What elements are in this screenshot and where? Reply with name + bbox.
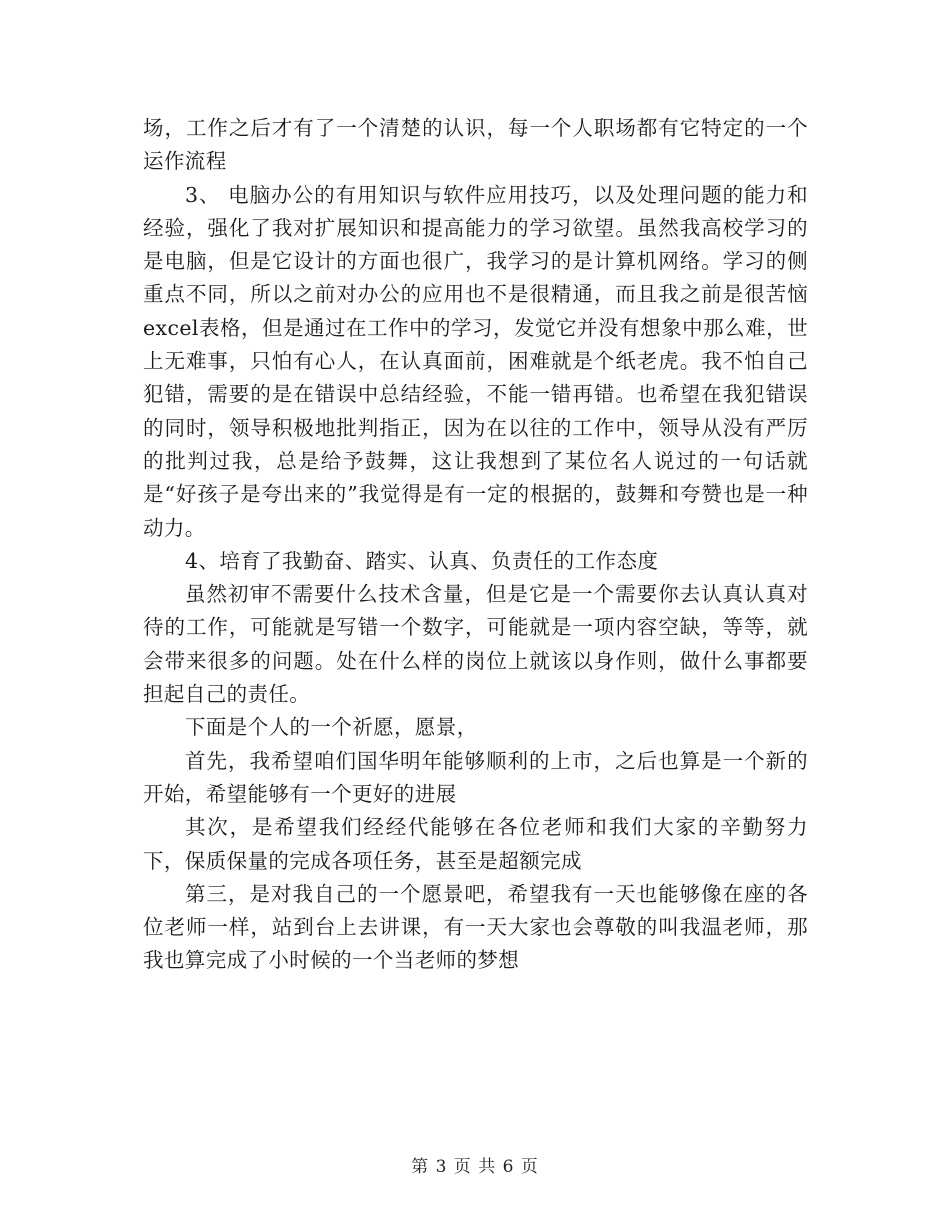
paragraph-wish-second: 其次，是希望我们经经代能够在各位老师和我们大家的辛勤努力下，保质保量的完成各项任务，甚至是超额完成 [143, 815, 808, 873]
paragraph-wishes-intro: 下面是个人的一个祈愿，愿景， [185, 715, 478, 740]
paragraph-wish-third: 第三，是对我自己的一个愿景吧，希望我有一天也能够像在座的各位老师一样，站到台上去讲课，有一天大家也会尊敬的叫我温老师，那我也算完成了小时候的一个当老师的梦想 [143, 881, 808, 973]
paragraph-point-4-heading: 4、培育了我勤奋、踏实、认真、负责任的工作态度 [185, 548, 659, 573]
paragraph-wish-first: 首先，我希望咱们国华明年能够顺利的上市，之后也算是一个新的开始，希望能够有一个更好的进展 [143, 748, 808, 806]
paragraph-point-3: 3、 电脑办公的有用知识与软件应用技巧，以及处理问题的能力和经验，强化了我对扩展知识和提高能力的学习欲望。虽然我高校学习的是电脑，但是它设计的方面也很广，我学习的是计算机网络。学习的侧重点不同，所以之前对办公的应用也不是很精通，而且我之前是很苦恼excel表格，但是通过在工作中的学习，发觉它并没有想象中那么难，世上无难事，只怕有心人，在认真面前，困难就是个纸老虎。我不怕自己犯错，需要的是在错误中总结经验，不能一错再错。也希望在我犯错误的同时，领导积极地批判指正，因为在以往的工作中，领导从没有严厉的批判过我，总是给予鼓舞，这让我想到了某位名人说过的一句话就是“好孩子是夸出来的”我觉得是有一定的根据的，鼓舞和夸赞也是一种动力。 [143, 182, 808, 540]
page-number-footer: 第 3 页 共 6 页 [411, 1157, 539, 1177]
paragraph-continuation: 场，工作之后才有了一个清楚的认识，每一个人职场都有它特定的一个运作流程 [143, 116, 808, 174]
paragraph-point-4-body: 虽然初审不需要什么技术含量，但是它是一个需要你去认真认真对待的工作，可能就是写错一个数字，可能就是一项内容空缺，等等，就会带来很多的问题。处在什么样的岗位上就该以身作则，做什么事都要担起自己的责任。 [143, 582, 808, 707]
document-body [143, 112, 808, 978]
